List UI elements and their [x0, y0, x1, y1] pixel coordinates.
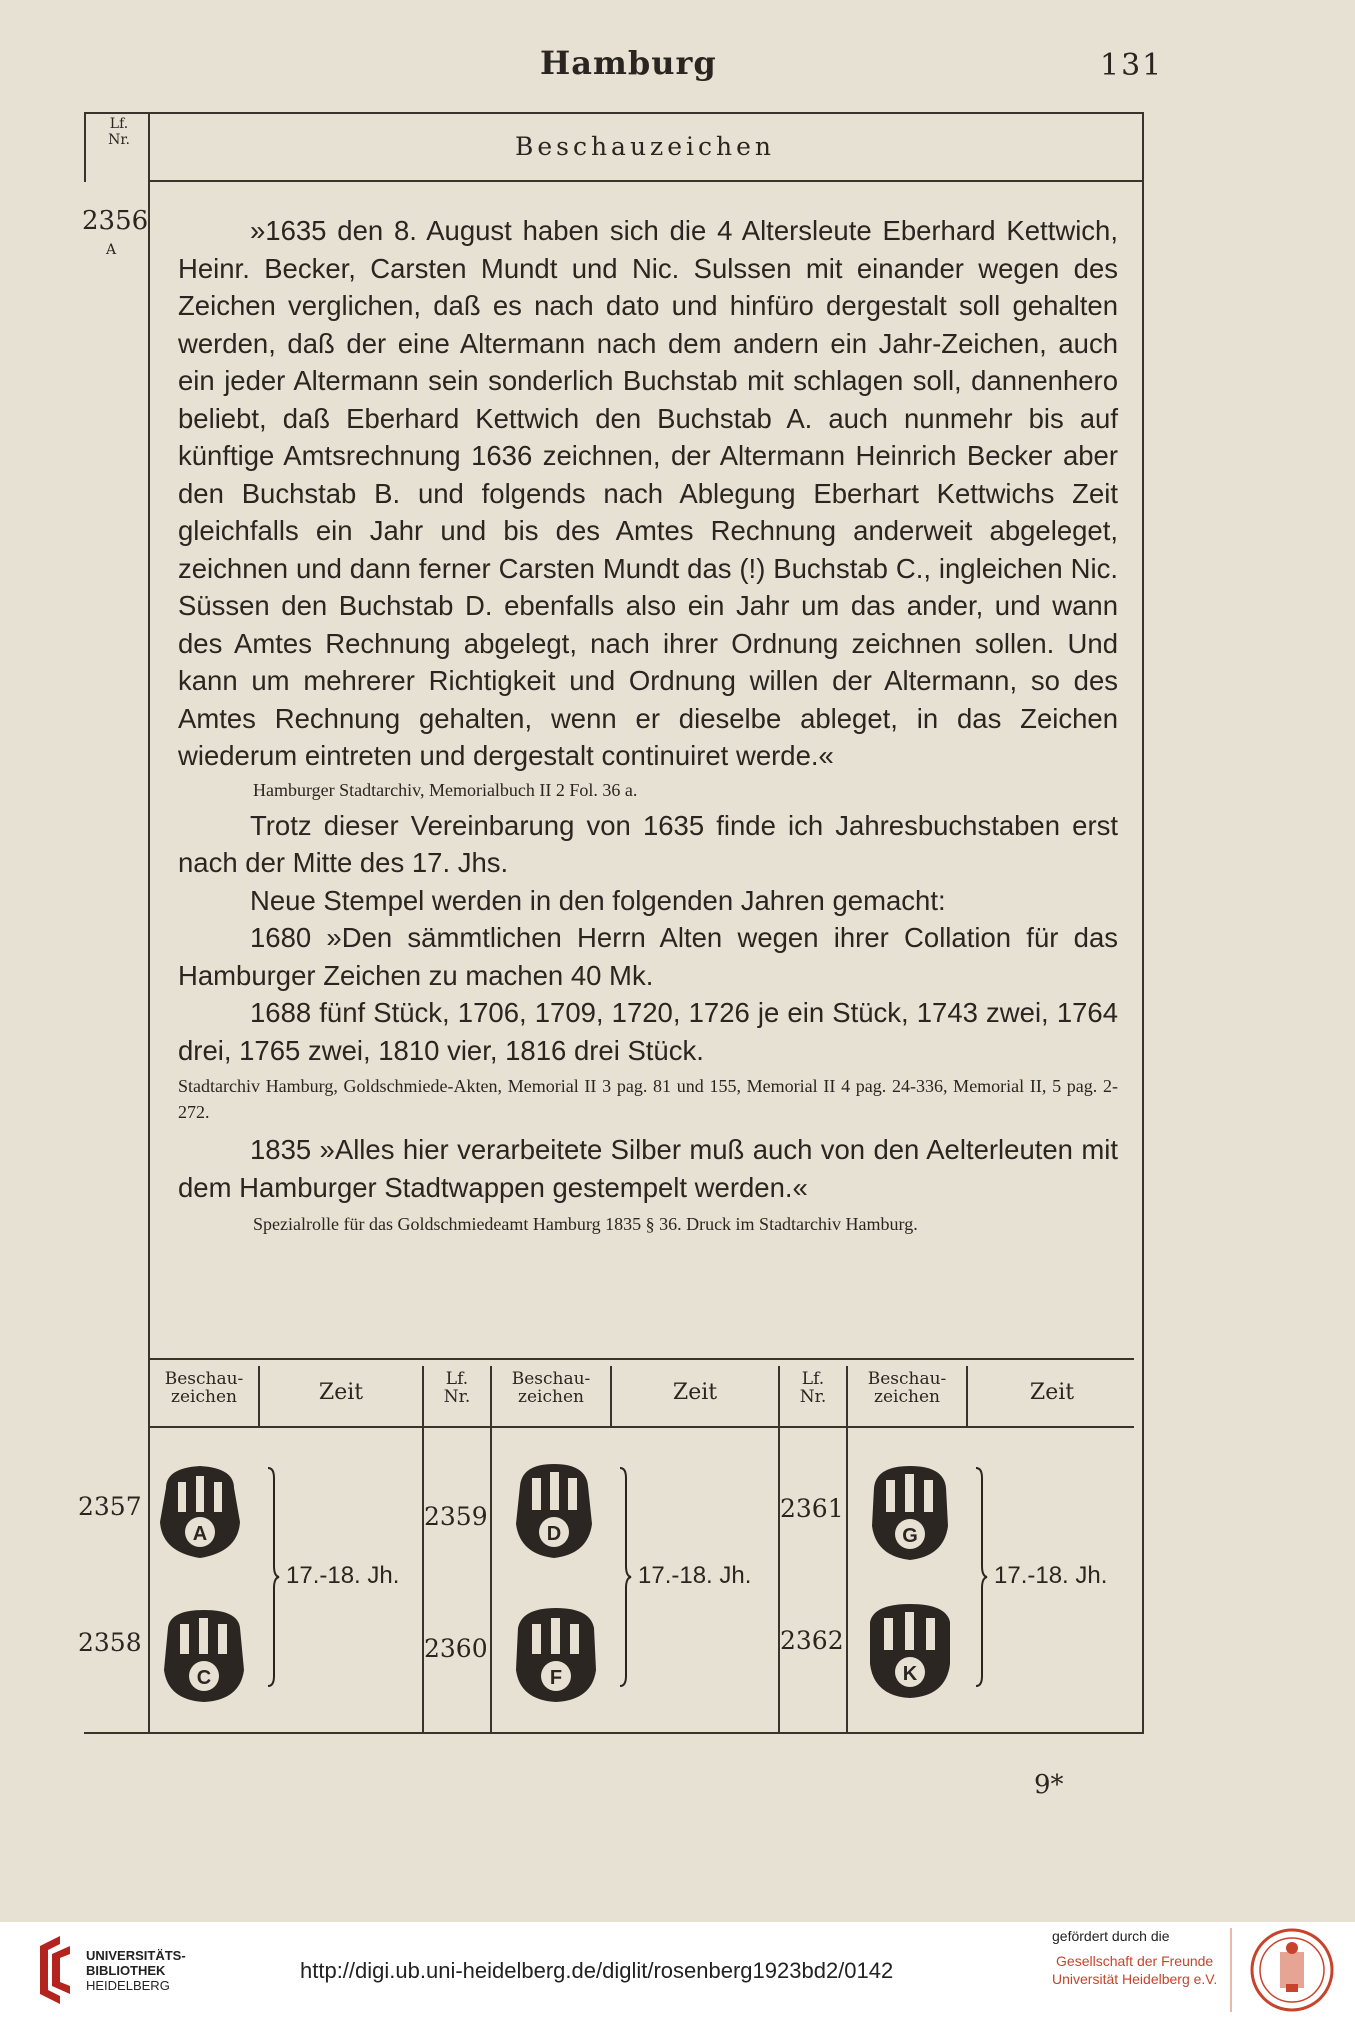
table-col-rule-3: [490, 1366, 492, 1732]
zeit-header-2: Zeit: [672, 1380, 718, 1405]
lf-header-3: [782, 1370, 844, 1406]
nr-label: Nr.: [799, 1387, 827, 1407]
zeit-value-2: 17.-18. Jh.: [638, 1562, 752, 1589]
left-frame-rule: [84, 112, 86, 182]
hallmark-letter: G: [902, 1525, 918, 1547]
paragraph-2: Trotz dieser Vereinbarung von 1635 finde ich Jahresbuchstaben erst nach der Mitte des 17. Jhs.: [178, 809, 1118, 878]
row-number-2358: 2358: [78, 1628, 142, 1657]
table-col-rule-6: [846, 1366, 848, 1732]
divider: [1230, 1928, 1232, 2012]
table-header-rule: [148, 180, 1144, 182]
paragraph-6: 1835 »Alles hier verarbeitete Silber muß auch von den Aelterleuten mit dem Hamburger Stadtwappen gestempelt werden.«: [178, 1134, 1118, 1203]
beschau-label: Beschau-: [164, 1369, 244, 1389]
sponsor-line-1: Gesellschaft der Freunde: [1056, 1953, 1214, 1969]
row-number-2360: 2360: [424, 1634, 488, 1663]
library-line-1: UNIVERSITÄTS-: [86, 1948, 186, 1963]
hallmark-2358-castle-icon: [156, 1604, 252, 1706]
sponsor-name: [1052, 1952, 1217, 1988]
brace-icon: [266, 1466, 280, 1688]
hallmark-letter: D: [546, 1523, 562, 1545]
lf-label: Lf.: [109, 116, 129, 132]
table-col-rule-4: [610, 1366, 612, 1426]
column-title: Beschauzeichen: [514, 132, 776, 161]
hallmark-2362-castle-icon: [862, 1600, 958, 1702]
table-col-rule-7: [966, 1366, 968, 1426]
zeichen-label: zeichen: [171, 1387, 237, 1407]
permalink-url[interactable]: http://digi.ub.uni-heidelberg.de/diglit/rosenberg1923bd2/0142: [300, 1958, 894, 1983]
digitization-footer: [0, 1922, 1355, 2018]
source-note-1: Hamburger Stadtarchiv, Memorialbuch II 2 Fol. 36 a.: [253, 779, 638, 800]
brace-icon: [974, 1466, 988, 1688]
beschau-label: Beschau-: [867, 1369, 947, 1389]
entry-sub-letter: A: [106, 242, 117, 258]
university-library-logo-icon: [30, 1936, 80, 2004]
row-number-2359: 2359: [424, 1502, 488, 1531]
right-frame-rule: [1142, 112, 1144, 1732]
library-line-3: HEIDELBERG: [86, 1978, 170, 1993]
lf-header-2: [426, 1370, 488, 1406]
nr-label: Nr.: [108, 132, 130, 148]
lf-label: Lf.: [445, 1369, 469, 1389]
paragraph-4: 1680 »Den sämmtlichen Herrn Alten wegen ihrer Collation für das Hamburger Zeichen zu machen 40 Mk.: [178, 922, 1118, 991]
hallmark-letter: K: [902, 1663, 918, 1685]
lf-label: Lf.: [801, 1369, 825, 1389]
zeit-header-1: Zeit: [318, 1380, 364, 1405]
table-col-rule-2: [422, 1366, 424, 1732]
hallmark-2357-castle-icon: [152, 1460, 248, 1562]
hallmark-2359-castle-icon: [506, 1460, 602, 1562]
zeit-value-3: 17.-18. Jh.: [994, 1562, 1108, 1589]
paragraph-5: 1688 fünf Stück, 1706, 1709, 1720, 1726 je ein Stück, 1743 zwei, 1764 drei, 1765 zwei, 1810 vier, 1816 drei Stück.: [178, 997, 1118, 1066]
page-number: 131: [1100, 48, 1164, 83]
paragraph-3: Neue Stempel werden in den folgenden Jahren gemacht:: [250, 884, 946, 916]
zeichen-label: zeichen: [874, 1387, 940, 1407]
sponsor-line-2: Universität Heidelberg e.V.: [1052, 1971, 1218, 1987]
lower-table-top-rule: [148, 1358, 1134, 1360]
table-top-rule: [84, 112, 1144, 114]
hallmark-letter: A: [192, 1523, 208, 1545]
beschau-label: Beschau-: [511, 1369, 591, 1389]
library-line-2: BIBLIOTHEK: [86, 1963, 166, 1978]
library-name: [86, 1948, 186, 1993]
page-title: Hamburg: [540, 44, 717, 82]
quote-paragraph: »1635 den 8. August haben sich die 4 Altersleute Eberhard Kettwich, Heinr. Becker, Carsten Mundt und Nic. Sulssen mit einander wegen des Zeichen verglichen, daß es nach dato und hinfüro dergestalt soll gehalten werden, daß der eine Altermann nach dem andern ein Jahr-Zeichen, auch ein jeder Altermann sein sonderlich Buchstab mit schlagen soll, dannenhero beliebt, daß Eberhard Kettwich den Buchstab A. auch nunmehr bis auf künftige Amtsrechnung 1636 zeichnen, der Altermann Heinrich Becker aber den Buchstab B. und folgends nach Ablegung Eberhart Kettwichs Zeit gleichfalls ein Jahr und bis des Amtes Rechnung anderweit abgeleget, zeichnen und dann ferner Carsten Mundt das (!) Buchstab C., ingleichen Nic. Süssen den Buchstab D. ebenfalls also ein Jahr um das ander, und wann des Amtes Rechnung abgelegt, nach ihrer Ordnung zeichnen sollen. Und kann um mehrerer Richtigkeit und Ordnung willen der Altermann, so des Amtes Rechnung gehalten, wenn er dieselbe ableget, in das Zeichen wiederum eintreten und dergestalt continuiret werde.«: [178, 215, 1118, 771]
entry-text: [178, 212, 1118, 1238]
beschau-header-2: [494, 1370, 608, 1406]
lower-table-bottom-rule: [84, 1732, 1144, 1734]
hallmark-2361-castle-icon: [862, 1462, 958, 1564]
source-note-3: Spezialrolle für das Goldschmiedeamt Hamburg 1835 § 36. Druck im Stadtarchiv Hamburg.: [253, 1214, 918, 1234]
table-col-rule-5: [778, 1366, 780, 1732]
lf-column-rule: [148, 112, 150, 1732]
university-seal-icon: [1250, 1928, 1334, 2012]
row-number-2361: 2361: [780, 1494, 844, 1523]
zeit-value-1: 17.-18. Jh.: [286, 1562, 400, 1589]
lf-nr-header: [90, 116, 148, 148]
beschau-header-3: [850, 1370, 964, 1406]
beschau-header-1: [152, 1370, 256, 1406]
row-number-2362: 2362: [780, 1626, 844, 1655]
zeichen-label: zeichen: [518, 1387, 584, 1407]
lower-table-header-rule: [148, 1426, 1134, 1428]
sponsor-intro: gefördert durch die: [1052, 1928, 1170, 1944]
row-number-2357: 2357: [78, 1492, 142, 1521]
hallmark-letter: C: [196, 1667, 212, 1689]
hallmark-2360-castle-icon: [508, 1604, 604, 1706]
table-col-rule-1: [258, 1366, 260, 1426]
entry-number: 2356: [82, 206, 149, 236]
zeit-header-3: Zeit: [1029, 1380, 1075, 1405]
brace-icon: [618, 1466, 632, 1688]
nr-label: Nr.: [443, 1387, 471, 1407]
hallmark-letter: F: [549, 1667, 563, 1689]
source-note-2: Stadtarchiv Hamburg, Goldschmiede-Akten, Memorial II 3 pag. 81 und 155, Memorial II 4 pag. 24-336, Memorial II, 5 pag. 2-272.: [178, 1076, 1118, 1122]
signature-mark: 9*: [1034, 1770, 1064, 1800]
